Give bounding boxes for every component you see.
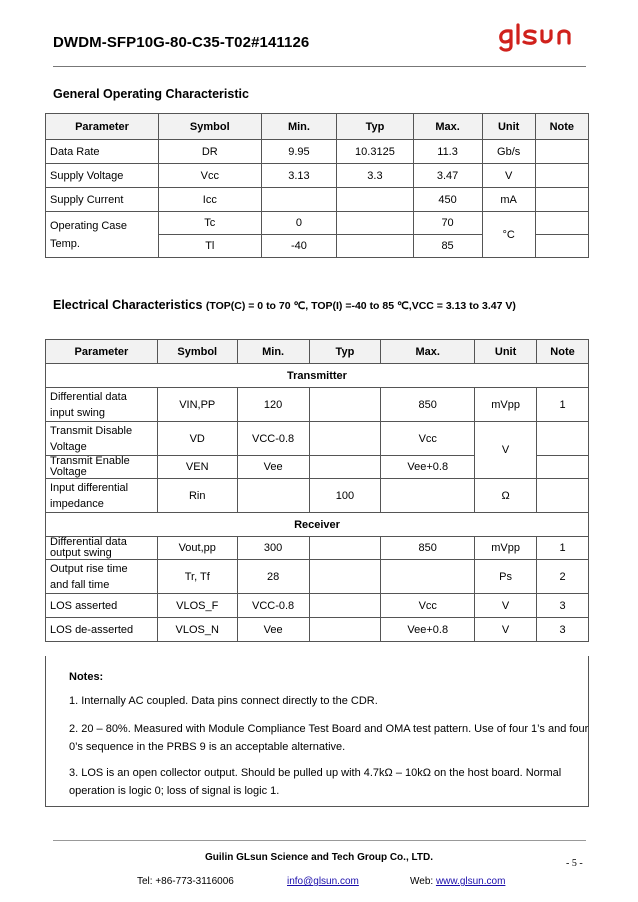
cell-max: 11.3 (413, 140, 482, 164)
cell-max: 450 (413, 188, 482, 212)
cell-symbol: Icc (159, 188, 262, 212)
column-header: Symbol (157, 340, 237, 364)
electrical-characteristics-table (45, 339, 589, 642)
cell-parameter: Supply Current (46, 188, 159, 212)
param-line: output swing (50, 547, 112, 559)
cell-note: 3 (537, 618, 589, 642)
cell-parameter (46, 388, 158, 422)
general-characteristics-table (45, 113, 589, 258)
cell-parameter (46, 212, 159, 258)
cell-parameter: LOS de-asserted (46, 618, 158, 642)
column-header: Parameter (46, 114, 159, 140)
document-title: DWDM-SFP10G-80-C35-T02#141126 (53, 34, 310, 51)
cell-min: 3.13 (261, 164, 337, 188)
param-line: Voltage (50, 466, 87, 478)
cell-min: VCC-0.8 (237, 422, 309, 456)
cell-note: 1 (537, 537, 589, 560)
cell-typ (309, 388, 381, 422)
table-row (46, 422, 589, 456)
table-row (46, 212, 589, 235)
section-row-transmitter (46, 364, 589, 388)
cell-unit: Gb/s (482, 140, 535, 164)
cell-min (237, 479, 309, 513)
table-row (46, 140, 589, 164)
cell-typ: 3.3 (337, 164, 413, 188)
cell-min: -40 (261, 235, 337, 258)
param-line: Operating Case (50, 219, 128, 232)
cell-max: 850 (381, 388, 475, 422)
cell-symbol: Tl (159, 235, 262, 258)
table-row (46, 188, 589, 212)
footer-web (410, 876, 505, 887)
cell-min: VCC-0.8 (237, 594, 309, 618)
cell-typ (309, 618, 381, 642)
cell-typ (309, 560, 381, 594)
cell-max: Vcc (381, 422, 475, 456)
cell-note: 1 (537, 388, 589, 422)
param-line: and fall time (50, 578, 110, 591)
param-line: impedance (50, 497, 104, 510)
cell-typ (309, 456, 381, 479)
cell-note (535, 164, 588, 188)
table-header-row (46, 114, 589, 140)
param-line: Input differential (50, 481, 129, 494)
column-header: Parameter (46, 340, 158, 364)
electrical-conditions: (TOP(C) = 0 to 70 ℃, TOP(I) =-40 to 85 ℃,VCC = 3.13 to 3.47 V) (205, 300, 516, 312)
cell-min: Vee (237, 456, 309, 479)
cell-note (535, 140, 588, 164)
cell-min: 9.95 (261, 140, 337, 164)
cell-note (535, 235, 588, 258)
cell-unit: V (475, 594, 537, 618)
cell-min: 120 (237, 388, 309, 422)
section-row-receiver (46, 513, 589, 537)
header-rule (53, 66, 586, 67)
cell-max: Vee+0.8 (381, 618, 475, 642)
cell-symbol: VLOS_N (157, 618, 237, 642)
column-header: Max. (381, 340, 475, 364)
cell-min (261, 188, 337, 212)
note-1: 1. Internally AC coupled. Data pins connect directly to the CDR. (69, 695, 378, 707)
param-line: Output rise time (50, 562, 128, 575)
cell-typ (337, 235, 413, 258)
cell-unit: V (482, 164, 535, 188)
cell-note (537, 479, 589, 513)
table-row (46, 537, 589, 560)
column-header: Typ (309, 340, 381, 364)
cell-parameter: LOS asserted (46, 594, 158, 618)
glsun-logo (496, 22, 588, 52)
table-row (46, 479, 589, 513)
cell-parameter: Supply Voltage (46, 164, 159, 188)
cell-parameter (46, 456, 158, 479)
cell-max: Vcc (381, 594, 475, 618)
notes-heading: Notes: (69, 671, 104, 683)
cell-note (537, 422, 589, 456)
cell-min: 300 (237, 537, 309, 560)
column-header: Min. (261, 114, 337, 140)
cell-unit: mVpp (475, 388, 537, 422)
general-section-title: General Operating Characteristic (53, 87, 249, 101)
cell-typ (309, 594, 381, 618)
cell-typ: 100 (309, 479, 381, 513)
cell-symbol: VIN,PP (157, 388, 237, 422)
column-header: Symbol (159, 114, 262, 140)
cell-min: 0 (261, 212, 337, 235)
table-row (46, 594, 589, 618)
cell-parameter: Data Rate (46, 140, 159, 164)
cell-note: 2 (537, 560, 589, 594)
web-label: Web: (410, 876, 436, 887)
cell-unit: Ps (475, 560, 537, 594)
note-2: 2. 20 – 80%. Measured with Module Compliance Test Board and OMA test pattern. Use of four 1’s and four 0’s sequence in the PRBS 9 is an acceptable alternative. (69, 723, 589, 753)
param-line: Differential data (50, 536, 127, 548)
column-header: Unit (475, 340, 537, 364)
cell-note: 3 (537, 594, 589, 618)
table-row (46, 388, 589, 422)
cell-parameter (46, 537, 158, 560)
table-row (46, 618, 589, 642)
cell-parameter (46, 422, 158, 456)
receiver-label: Receiver (46, 513, 589, 537)
column-header: Min. (237, 340, 309, 364)
column-header: Typ (337, 114, 413, 140)
cell-symbol: DR (159, 140, 262, 164)
cell-note (535, 212, 588, 235)
cell-unit: mA (482, 188, 535, 212)
param-line: Transmit Disable (50, 424, 133, 437)
param-line: Transmit Enable (50, 455, 130, 467)
cell-symbol: VD (157, 422, 237, 456)
param-line: Voltage (50, 440, 87, 453)
cell-unit: Ω (475, 479, 537, 513)
cell-typ (337, 212, 413, 235)
cell-max: 3.47 (413, 164, 482, 188)
cell-typ (309, 422, 381, 456)
cell-note (535, 188, 588, 212)
column-header: Max. (413, 114, 482, 140)
column-header: Unit (482, 114, 535, 140)
note-3: 3. LOS is an open collector output. Should be pulled up with 4.7kΩ – 10kΩ on the host board. Normal operation is logic 0; loss of signal is logic 1. (69, 767, 562, 797)
notes-box (45, 656, 589, 807)
cell-symbol: VLOS_F (157, 594, 237, 618)
cell-typ (309, 537, 381, 560)
cell-unit: V (475, 422, 537, 479)
cell-symbol: Vout,pp (157, 537, 237, 560)
cell-symbol: Tr, Tf (157, 560, 237, 594)
param-line: Differential data (50, 390, 127, 403)
footer-tel: Tel: +86-773-3116006 (137, 876, 234, 887)
cell-max: 85 (413, 235, 482, 258)
cell-symbol: Rin (157, 479, 237, 513)
cell-parameter (46, 479, 158, 513)
column-header: Note (535, 114, 588, 140)
cell-min: Vee (237, 618, 309, 642)
company-name: Guilin GLsun Science and Tech Group Co., LTD. (205, 852, 433, 863)
cell-min: 28 (237, 560, 309, 594)
cell-symbol: Tc (159, 212, 262, 235)
cell-typ (337, 188, 413, 212)
cell-note (537, 456, 589, 479)
table-header-row (46, 340, 589, 364)
footer-rule (53, 840, 586, 841)
cell-max: 850 (381, 537, 475, 560)
cell-unit: °C (482, 212, 535, 258)
cell-typ: 10.3125 (337, 140, 413, 164)
footer-email-link[interactable]: info@glsun.com (287, 876, 359, 887)
table-row (46, 164, 589, 188)
page-number: - 5 - (566, 858, 583, 869)
cell-max: 70 (413, 212, 482, 235)
cell-symbol: VEN (157, 456, 237, 479)
param-line: Temp. (50, 237, 80, 250)
cell-unit: mVpp (475, 537, 537, 560)
table-row (46, 560, 589, 594)
cell-parameter (46, 560, 158, 594)
electrical-section-title (53, 298, 516, 312)
transmitter-label: Transmitter (46, 364, 589, 388)
cell-unit: V (475, 618, 537, 642)
footer-web-link[interactable]: www.glsun.com (435, 876, 506, 887)
param-line: input swing (50, 406, 106, 419)
cell-max (381, 479, 475, 513)
column-header: Note (537, 340, 589, 364)
cell-symbol: Vcc (159, 164, 262, 188)
cell-max (381, 560, 475, 594)
electrical-title-text: Electrical Characteristics (53, 298, 203, 312)
cell-max: Vee+0.8 (381, 456, 475, 479)
